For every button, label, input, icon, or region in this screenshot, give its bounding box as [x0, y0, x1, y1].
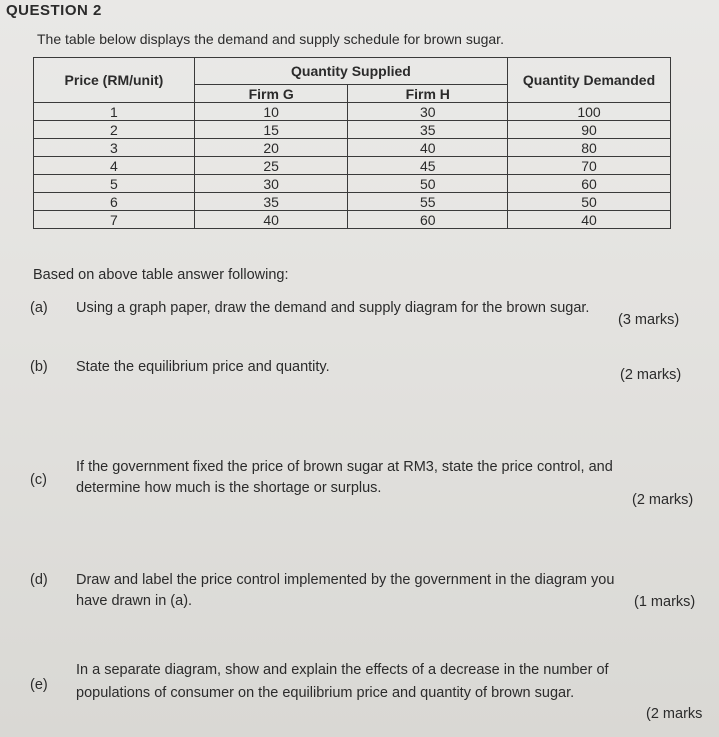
cell-firm-h: 50	[348, 175, 508, 193]
cell-demanded: 80	[508, 139, 671, 157]
cell-firm-h: 55	[348, 193, 508, 211]
part-d-label: (d)	[30, 572, 48, 588]
cell-firm-g: 10	[194, 103, 348, 121]
cell-firm-g: 40	[194, 211, 348, 229]
part-c-line-2: determine how much is the shortage or surplus.	[76, 480, 382, 496]
table-row	[34, 175, 671, 193]
part-a-marks: (3 marks)	[618, 312, 680, 328]
part-e-line-1: In a separate diagram, show and explain the effects of a decrease in the number of	[76, 662, 609, 678]
part-c-line-1: If the government fixed the price of brown sugar at RM3, state the price control, and	[76, 459, 613, 475]
cell-firm-h: 40	[348, 139, 508, 157]
cell-price: 7	[34, 211, 195, 229]
cell-price: 2	[34, 121, 195, 139]
demand-supply-table	[33, 57, 671, 229]
cell-firm-h: 35	[348, 121, 508, 139]
intro-text: The table below displays the demand and supply schedule for brown sugar.	[37, 31, 504, 47]
cell-price: 1	[34, 103, 195, 121]
part-b-text: State the equilibrium price and quantity.	[76, 359, 330, 375]
part-e-label: (e)	[30, 677, 48, 693]
header-price: Price (RM/unit)	[34, 58, 195, 103]
part-e-line-2: populations of consumer on the equilibrium price and quantity of brown sugar.	[76, 685, 575, 701]
part-d-marks: (1 marks)	[634, 594, 696, 610]
part-d-line-1: Draw and label the price control implemented by the government in the diagram you	[76, 572, 615, 588]
cell-firm-g: 25	[194, 157, 348, 175]
cell-demanded: 100	[508, 103, 671, 121]
part-c-marks: (2 marks)	[632, 492, 694, 508]
cell-demanded: 60	[508, 175, 671, 193]
cell-firm-g: 15	[194, 121, 348, 139]
header-firm-g: Firm G	[194, 85, 348, 103]
cell-firm-g: 20	[194, 139, 348, 157]
part-a-label: (a)	[30, 300, 48, 316]
instruction-text: Based on above table answer following:	[33, 267, 289, 283]
table-row	[34, 103, 671, 121]
cell-price: 4	[34, 157, 195, 175]
cell-price: 3	[34, 139, 195, 157]
cell-demanded: 50	[508, 193, 671, 211]
cell-firm-h: 30	[348, 103, 508, 121]
cell-demanded: 90	[508, 121, 671, 139]
table-row	[34, 211, 671, 229]
part-a-text: Using a graph paper, draw the demand and supply diagram for the brown sugar.	[76, 300, 590, 316]
table-row	[34, 121, 671, 139]
cell-firm-h: 60	[348, 211, 508, 229]
part-b-label: (b)	[30, 359, 48, 375]
part-b-marks: (2 marks)	[620, 367, 682, 383]
part-d-line-2: have drawn in (a).	[76, 593, 193, 609]
cell-price: 6	[34, 193, 195, 211]
cell-demanded: 70	[508, 157, 671, 175]
header-quantity-demanded: Quantity Demanded	[508, 58, 671, 103]
cell-price: 5	[34, 175, 195, 193]
table-row	[34, 157, 671, 175]
cell-firm-h: 45	[348, 157, 508, 175]
table-row	[34, 193, 671, 211]
table-row	[34, 139, 671, 157]
question-title: QUESTION 2	[6, 2, 102, 19]
header-firm-h: Firm H	[348, 85, 508, 103]
part-c-label: (c)	[30, 472, 47, 488]
part-e-marks: (2 marks	[646, 706, 703, 722]
cell-demanded: 40	[508, 211, 671, 229]
cell-firm-g: 30	[194, 175, 348, 193]
cell-firm-g: 35	[194, 193, 348, 211]
header-quantity-supplied: Quantity Supplied	[194, 58, 507, 85]
